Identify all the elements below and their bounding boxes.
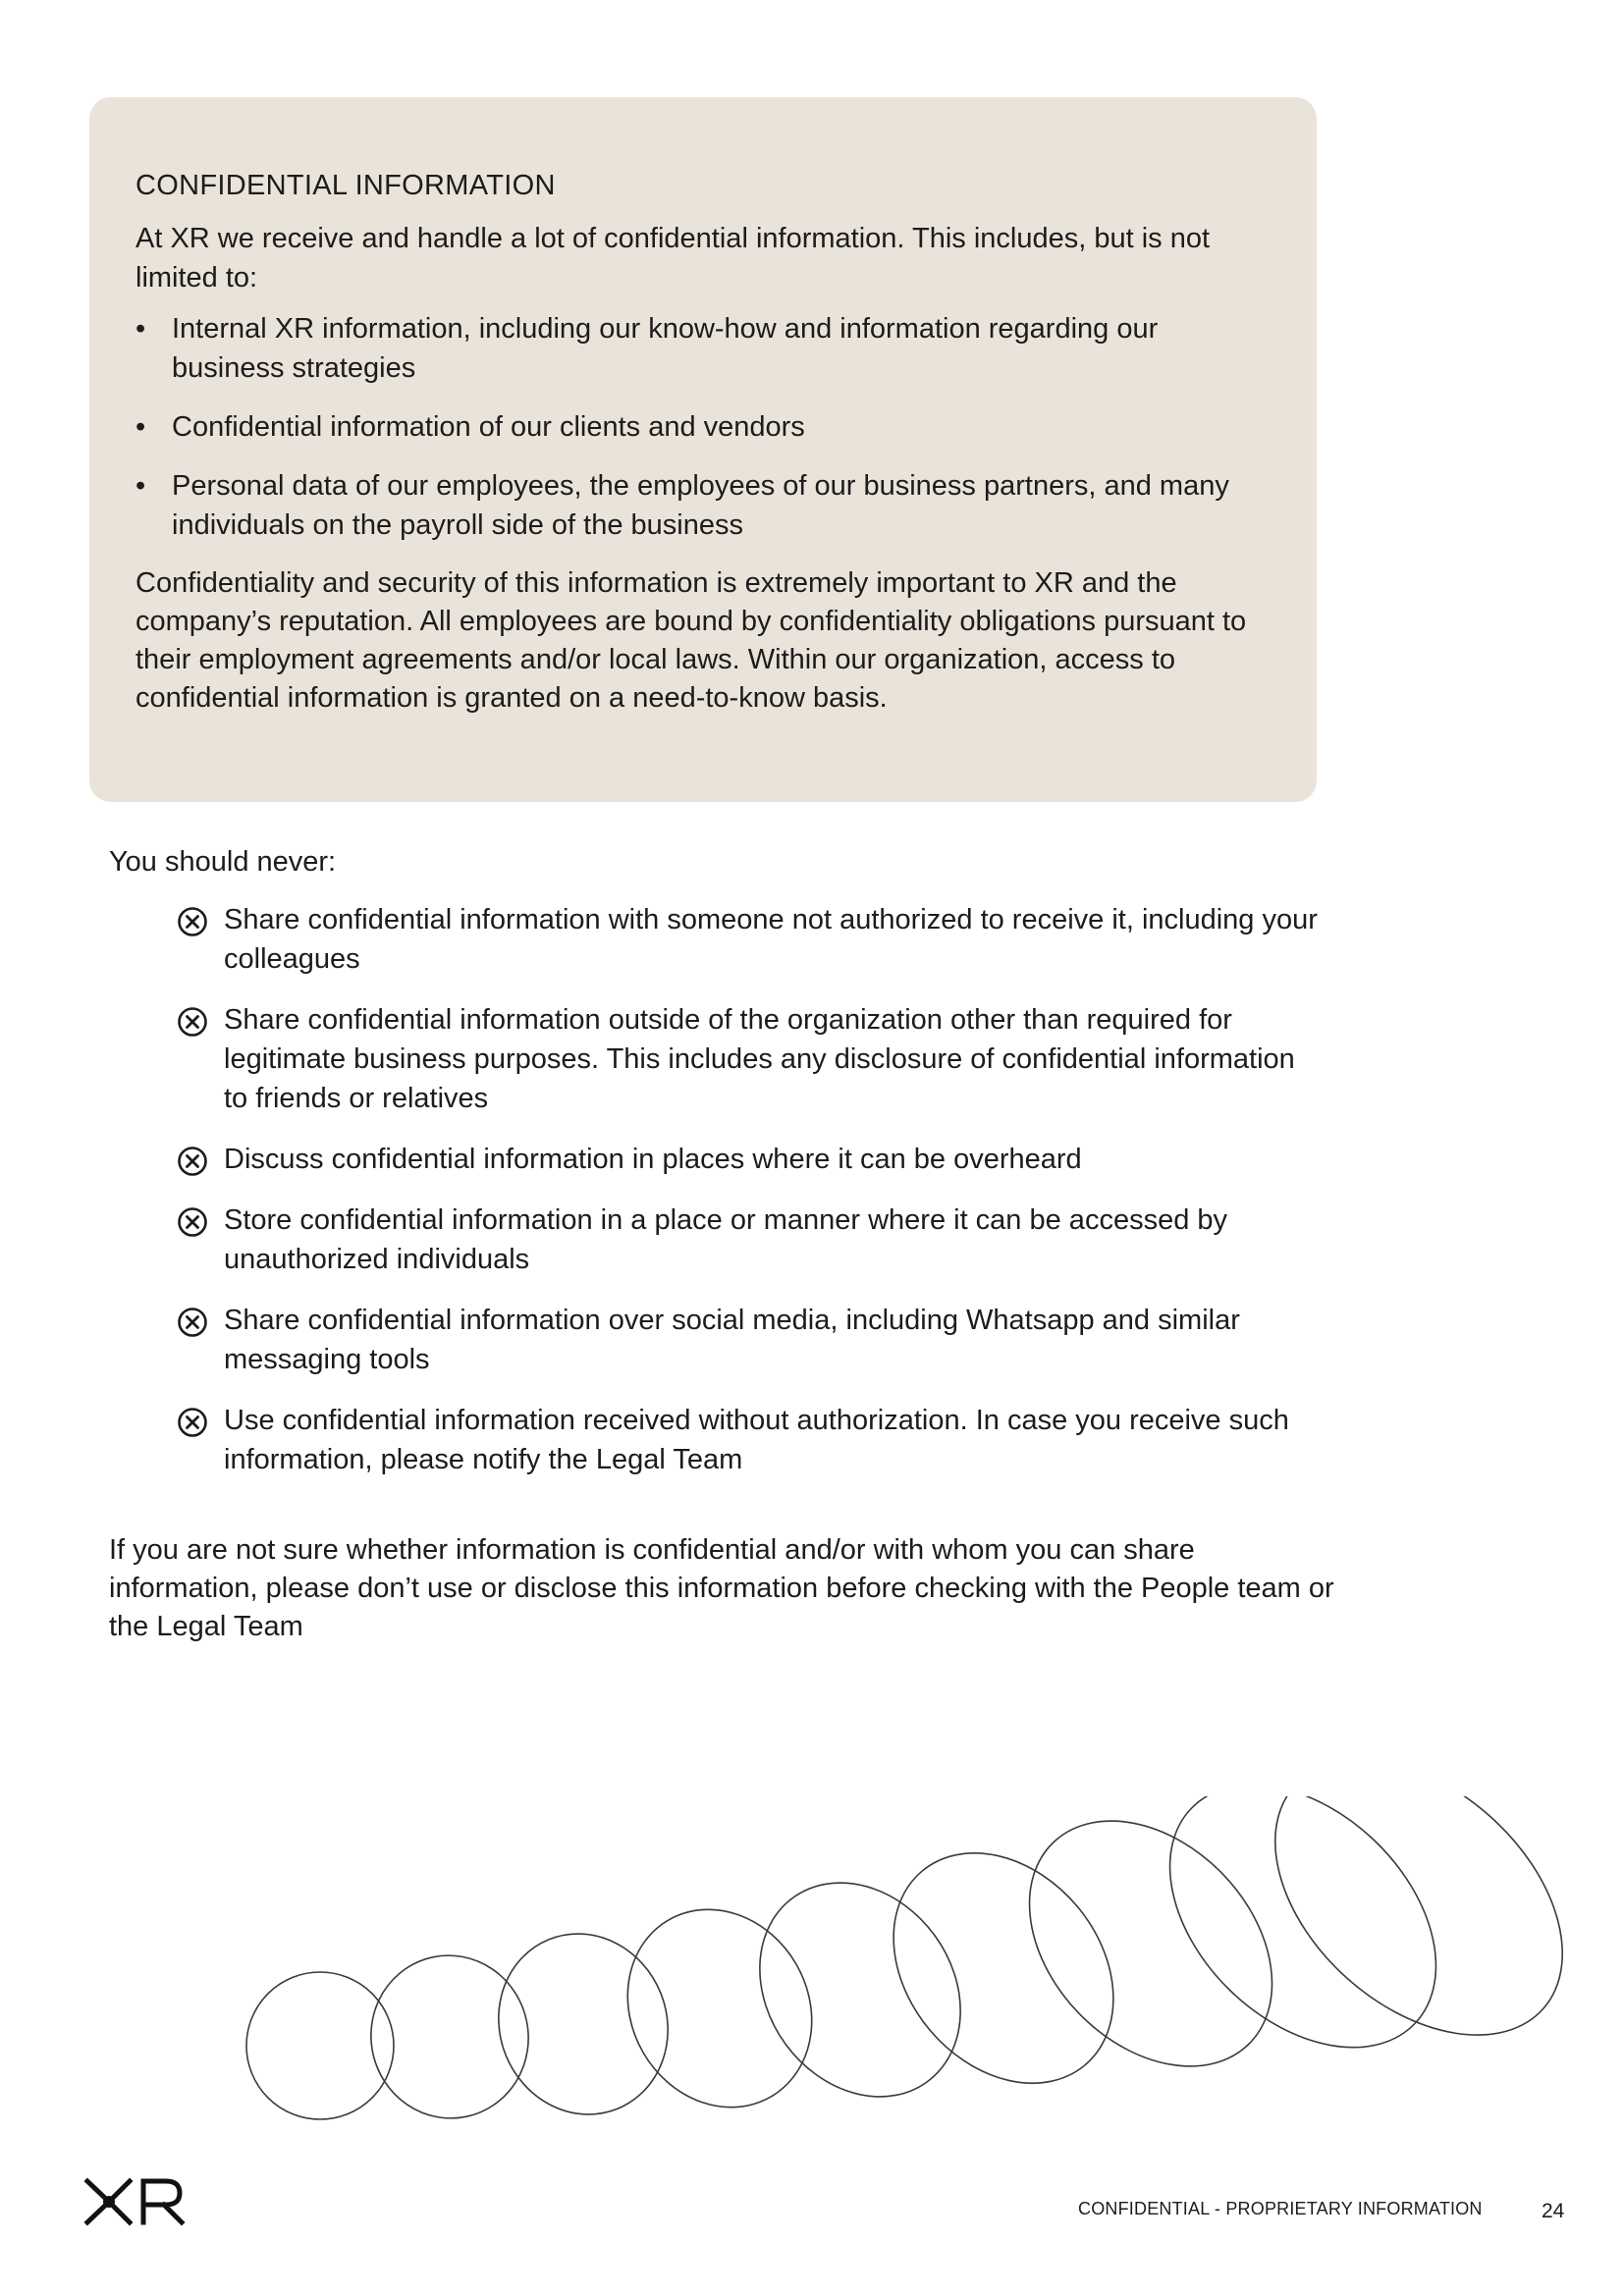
- decor-ellipse: [471, 1908, 694, 2140]
- decor-ellipse: [355, 1941, 543, 2133]
- never-item: [177, 1201, 1326, 1279]
- never-item-text: Discuss confidential information in places where it can be overheard: [224, 1144, 1082, 1175]
- never-item: [177, 1000, 1326, 1118]
- callout-bullet: • Internal XR information, including our know-how and information regarding our business strategies: [135, 309, 1270, 388]
- x-circle-icon: [177, 1006, 208, 1038]
- never-item-text: Share confidential information with someone not authorized to receive it, including your colleagues: [224, 904, 1318, 975]
- page-number: 24: [1542, 2200, 1565, 2222]
- callout-bullet-list: [135, 309, 1270, 545]
- never-item: [177, 1401, 1326, 1479]
- never-item-text: Share confidential information over social media, including Whatsapp and similar messaging tools: [224, 1305, 1240, 1375]
- never-item-text: Use confidential information received without authorization. In case you receive such information, please notify the Legal Team: [224, 1405, 1289, 1475]
- x-circle-icon: [177, 906, 208, 937]
- decor-ellipse: [719, 1843, 1001, 2136]
- never-item: [177, 1140, 1326, 1179]
- xr-logo: [82, 2177, 190, 2226]
- callout-bullet: • Confidential information of our clients and vendors: [135, 407, 1270, 447]
- never-item: [177, 1301, 1326, 1379]
- never-heading: You should never:: [109, 846, 337, 878]
- decor-ellipse: [1119, 1796, 1488, 2099]
- x-circle-icon: [177, 1307, 208, 1338]
- never-item-text: Share confidential information outside of the organization other than required for legitimate business purposes. This includes any disclosure of confidential information to friends or relatives: [224, 1004, 1295, 1114]
- decor-ellipse: [1222, 1796, 1615, 2089]
- callout-closing: Confidentiality and security of this information is extremely important to XR and the company’s reputation. All employees are bound by confidentiality obligations pursuant to their employment agreements and/or local laws. Within our organization, access to confidential information is granted on a need-to-know basis.: [135, 567, 1247, 714]
- x-circle-icon: [177, 1407, 208, 1438]
- callout-intro: At XR we receive and handle a lot of confidential information. This includes, but is not limited to:: [135, 223, 1211, 294]
- callout-bullet: • Personal data of our employees, the employees of our business partners, and many individuals on the payroll side of the business: [135, 466, 1270, 545]
- decorative-ellipses: [0, 1796, 1624, 2150]
- never-item: [177, 900, 1326, 979]
- decor-ellipse: [981, 1796, 1320, 2114]
- decor-ellipse: [848, 1809, 1159, 2127]
- x-circle-icon: [177, 1206, 208, 1238]
- never-list: [177, 900, 1326, 1501]
- closing-note: If you are not sure whether information is confidential and/or with whom you can share information, please don’t use or disclose this information before checking with the People team or the Legal Team: [109, 1534, 1334, 1642]
- x-circle-icon: [177, 1146, 208, 1177]
- confidential-info-callout: [89, 97, 1317, 802]
- callout-title: CONFIDENTIAL INFORMATION: [135, 170, 556, 201]
- never-item-text: Store confidential information in a place or manner where it can be accessed by unauthorized individuals: [224, 1204, 1228, 1275]
- footer-confidential-label: CONFIDENTIAL - PROPRIETARY INFORMATION: [1078, 2199, 1483, 2218]
